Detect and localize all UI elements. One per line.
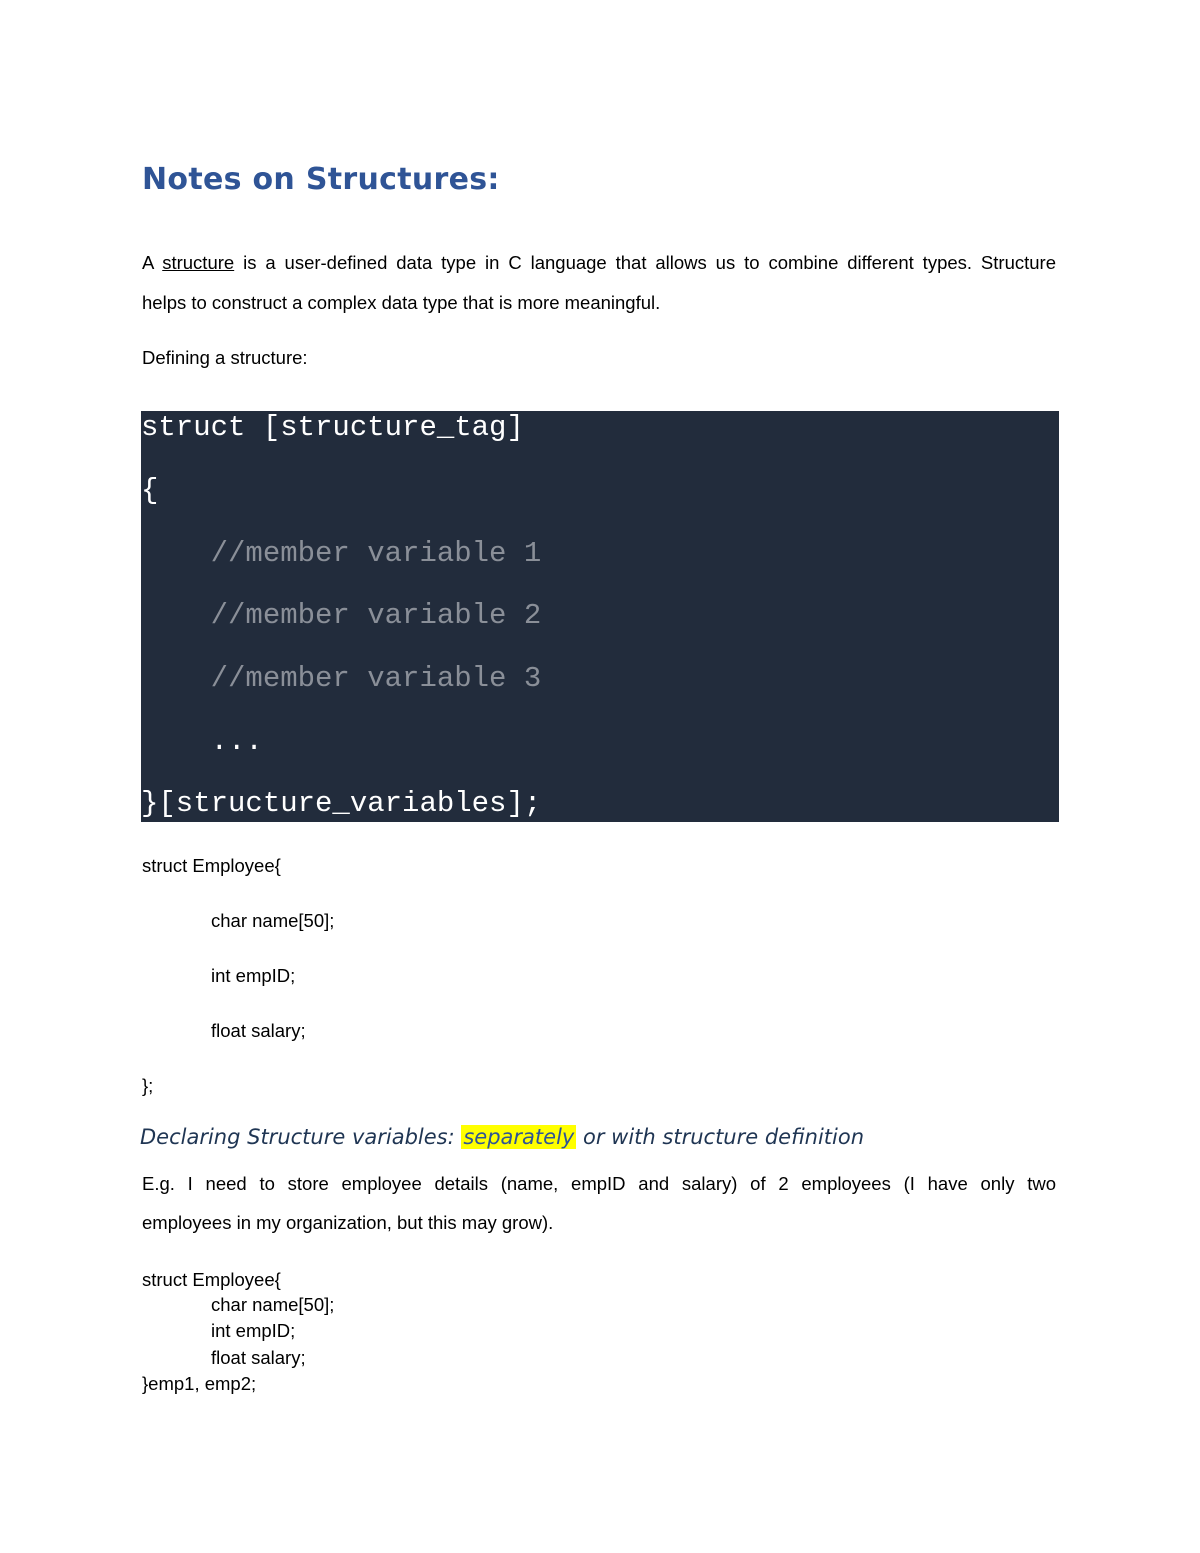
example2-line: struct Employee{ <box>142 1269 281 1290</box>
intro-paragraph-line-1 <box>142 250 1056 276</box>
example1-line: float salary; <box>211 1020 306 1041</box>
example2-line: char name[50]; <box>211 1294 335 1315</box>
code-line: ... <box>141 725 263 758</box>
example1-line: char name[50]; <box>211 910 335 931</box>
example2-line: }emp1, emp2; <box>142 1373 257 1394</box>
code-line: struct [structure_tag] <box>141 411 524 444</box>
defining-label: Defining a structure: <box>142 347 308 368</box>
code-comment-line: //member variable 2 <box>141 599 542 632</box>
example1-line: }; <box>142 1075 154 1096</box>
highlighted-word: separately <box>463 1125 575 1149</box>
code-comment-line: //member variable 1 <box>141 537 542 570</box>
example2-line: int empID; <box>211 1320 296 1341</box>
code-line: }[structure_variables]; <box>141 787 542 820</box>
page-title: Notes on Structures: <box>142 162 500 197</box>
example1-line: int empID; <box>211 965 296 986</box>
intro-prefix: A <box>142 252 163 273</box>
heading-suffix: or with structure definition <box>576 1125 865 1149</box>
section-heading <box>140 1125 864 1149</box>
code-comment-line: //member variable 3 <box>141 662 542 695</box>
code-line: { <box>141 474 159 507</box>
heading-prefix: Declaring Structure variables: <box>140 1125 462 1149</box>
example-paragraph-line-2: employees in my organization, but this may grow). <box>142 1212 554 1233</box>
example1-line: struct Employee{ <box>142 855 281 876</box>
intro-paragraph-line-2: helps to construct a complex data type that is more meaningful. <box>142 292 661 313</box>
code-block <box>141 411 1059 822</box>
example2-line: float salary; <box>211 1347 306 1368</box>
structure-link[interactable]: structure <box>162 252 235 273</box>
example-paragraph-line-1: E.g. I need to store employee details (name, empID and salary) of 2 employees (I have only two <box>142 1173 1056 1194</box>
intro-suffix: is a user-defined data type in C language that allows us to combine different types. Structure <box>234 252 1056 273</box>
